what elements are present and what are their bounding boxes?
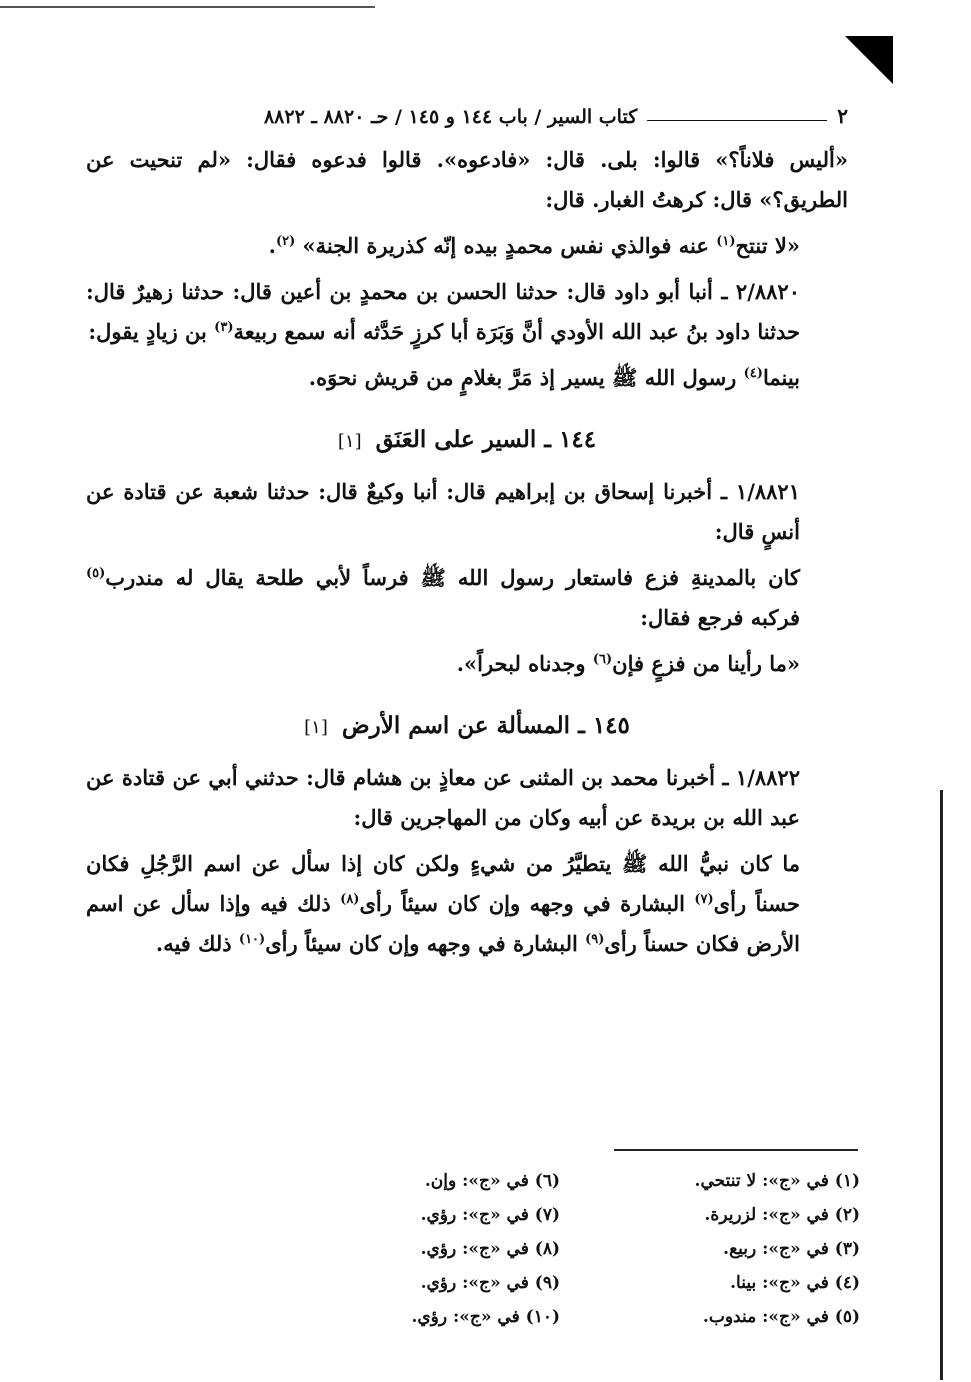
scan-corner-mark bbox=[845, 36, 893, 84]
section-heading bbox=[86, 706, 848, 748]
hadith-paragraph: ١/٨٨٢٢ ـ أخبرنا محمد بن المثنى عن معاذٍ بن هشام قال: حدثني أبي عن قتادة عن عبد الله بن بريدة عن أبيه وكان من المهاجرين قال: bbox=[86, 765, 800, 830]
section-heading bbox=[86, 420, 848, 462]
head-rule bbox=[647, 120, 827, 121]
footnote-ref: (٢) bbox=[275, 234, 296, 249]
footnote-ref: (٩) bbox=[585, 932, 605, 947]
hadith-paragraph: ١/٨٨٢١ ـ أخبرنا إسحاق بن إبراهيم قال: أنبا وكيعٌ قال: حدثنا شعبة عن قتادة عن أنسٍ قال: bbox=[86, 479, 800, 544]
page-number: ٢ bbox=[837, 104, 848, 128]
footnote: (٧) في «ج»: رؤي. bbox=[420, 1205, 560, 1225]
running-head bbox=[86, 92, 848, 128]
footnote-ref: (٣) bbox=[214, 320, 234, 335]
footnote-ref: (٦) bbox=[592, 652, 613, 667]
footnote-ref: (٥) bbox=[86, 566, 106, 581]
hadith-paragraph: ٢/٨٨٢٠ ـ أنبا أبو داود قال: حدثنا الحسن بن محمدٍ بن أعين قال: حدثنا زهيرٌ قال: حدثنا داود بنُ عبد الله الأودي أنَّ وَبَرَة أبا كرزٍ حَدَّثه أنه سمع ربيعة$^{(٣)}$ بن زيادٍ يقول: bbox=[86, 279, 800, 344]
section-title: ١٤٤ ـ السير على العَنَق bbox=[375, 426, 597, 453]
paragraph-quote: «لا تنتح$^{(١)}$ عنه فوالذي نفس محمدٍ بيده إنّه كذريرة الجنة» $^{(٢)}$. bbox=[268, 233, 800, 258]
running-head-title: كتاب السير / باب ١٤٤ و ١٤٥ / حـ ٨٨٢٠ ـ ٨٨٢٢ bbox=[263, 106, 638, 128]
paragraph-quote: «ما رأينا من فزعٍ فإن$^{(٦)}$ وجدناه لبحراً». bbox=[456, 651, 800, 676]
scan-edge-line-right bbox=[940, 790, 943, 1380]
footnote-ref: (٤) bbox=[743, 366, 763, 381]
paragraph-quote: كان بالمدينةِ فزع فاستعار رسول الله ﷺ فرساً لأبي طلحة يقال له مندرب$^{(٥)}$ فركبه فرجع فقال: bbox=[86, 565, 800, 630]
footnote: (٦) في «ج»: وإن. bbox=[424, 1171, 560, 1191]
footnote: (١) في «ج»: لا تنتحي. bbox=[694, 1171, 860, 1191]
paragraph-quote: ما كان نبيُّ الله ﷺ يتطيَّرُ من شيءٍ ولكن كان إذا سأل عن اسم الرَّجُلِ فكان حسناً رأى$^{(٧)}$ البشارة في وجهه وإن كان سيئاً رأى$^{(٨)}$ ذلك فيه وإذا سأل عن اسم الأرض فكان حسناً رأى$^{(٩)}$ البشارة في وجهه وإن كان سيئاً رأى$^{(١٠)}$ ذلك فيه. bbox=[86, 851, 800, 956]
scan-edge-line bbox=[0, 6, 375, 8]
hadith-number: ١/٨٨٢٢ bbox=[735, 765, 800, 790]
hadith-number: ٢/٨٨٢٠ bbox=[735, 279, 800, 304]
footnotes bbox=[320, 1164, 860, 1334]
section-ref: [١] bbox=[304, 717, 328, 738]
footnote-rule bbox=[614, 1149, 858, 1151]
paragraph-quote: بينما$^{(٤)}$ رسول الله ﷺ يسير إذ مَرَّ بغلامٍ من قريش نحوَه. bbox=[308, 365, 800, 390]
page-body bbox=[86, 92, 848, 964]
footnote: (٤) في «ج»: بينا. bbox=[730, 1273, 860, 1293]
section-ref: [١] bbox=[337, 431, 362, 452]
footnote-ref: (٨) bbox=[340, 892, 360, 907]
footnote-ref: (١) bbox=[716, 234, 736, 249]
footnotes-column-right bbox=[620, 1164, 860, 1334]
footnote: (٣) في «ج»: ربيع. bbox=[723, 1239, 860, 1259]
footnote: (٩) في «ج»: رؤي. bbox=[420, 1273, 560, 1293]
footnote: (٥) في «ج»: مندوب. bbox=[702, 1307, 860, 1327]
footnote: (١٠) في «ج»: رؤي. bbox=[411, 1307, 560, 1327]
hadith-number: ١/٨٨٢١ bbox=[735, 479, 800, 504]
section-title: ١٤٥ ـ المسألة عن اسم الأرض bbox=[341, 712, 630, 739]
footnote: (٢) في «ج»: لزريرة. bbox=[704, 1205, 860, 1225]
footnote-ref: (٧) bbox=[694, 892, 714, 907]
paragraph: «أليس فلاناً؟» قالوا: بلى. قال: «فادعوه». قالوا فدعوه فقال: «لم تنحيت عن الطريق؟» قال: كرهتُ الغبار. قال: bbox=[86, 147, 848, 212]
footnote-ref: (١٠) bbox=[238, 932, 266, 947]
footnote: (٨) في «ج»: رؤي. bbox=[420, 1239, 560, 1259]
footnotes-column-left bbox=[320, 1164, 560, 1334]
